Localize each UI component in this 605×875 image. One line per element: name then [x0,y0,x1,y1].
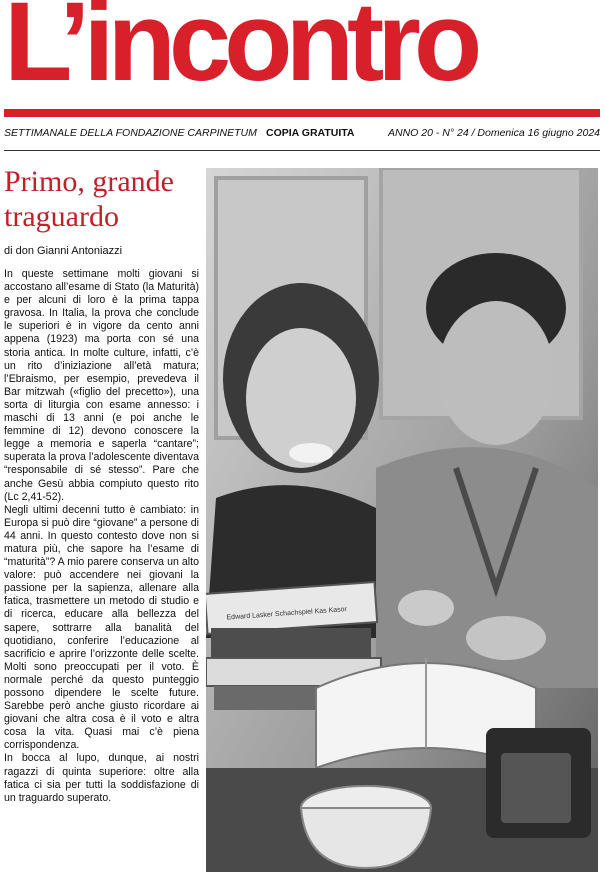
article-title: Primo, grande traguardo [4,165,174,233]
article-body [4,268,199,805]
article-photo [206,168,598,872]
issue-info: ANNO 20 - N° 24 / Domenica 16 giugno 2024 [388,127,600,139]
article-paragraph: In queste settimane molti giovani si accostano all’esame di Stato (la Maturità) e per alcuni di loro è la prima tappa gravosa. In Italia, la prova che conclude le superiori è in vigore da cento anni appena (1923) ma porta con sé una storia antica. In molte culture, infatti, c’è un rito d’iniziazione all’età matura; l’Ebraismo, per esempio, prevedeva il Bar mitzwah («figlio del precetto»), una sorta di liturgia con esame annesso: i maschi di 13 anni (e poi anche le femmine di 12) devono conoscere la legge a memoria e saperla “cantare”; superata la prova l’adolescente diventava “responsabile di sé stesso”. Pare che anche Gesù abbia compiuto questo rito (Lc 2,41-52). [4,268,199,503]
newspaper-logo: L’incontro [4,0,476,104]
article-byline: di don Gianni Antoniazzi [4,245,123,257]
masthead-subtitle: SETTIMANALE DELLA FONDAZIONE CARPINETUM [4,127,257,139]
masthead-info-line [4,127,600,143]
book-spine-text: Edward Lasker Schachspiel Kas Kasor [226,606,348,622]
article-paragraph: Negli ultimi decenni tutto è cambiato: in Europa si può dire “giovane” a persone di 44 anni. In questo contesto dove non si matura più, che sapore ha l’esame di “maturità”? A mio parere conserva un alto valore: può accendere nei giovani la passione per la sapienza, allenare alla fatica, trasmettere un metodo di studio e di ricerca, educare alla bellezza del sapere, sottrarre alla banalità del quotidiano, conferire l’educazione al sacrificio e aprire l’orizzonte delle scelte. Molti sono preoccupati per il voto. È normale perché da questo punteggio possono dipendere le scelte future. Sarebbe però anche giusto ricordare ai giovani che altra cosa è il voto e altra cosa la vita. Quasi mai c’è piena corrispondenza. [4,503,199,752]
masthead [0,0,605,125]
article-paragraph: In bocca al lupo, dunque, ai nostri ragazzi di quinta superiore: oltre alla fatica ci sia per tutti la soddisfazione di un traguardo superato. [4,752,199,804]
divider [4,150,600,151]
free-copy-badge: COPIA GRATUITA [266,127,355,139]
students-studying-photo [206,168,598,872]
masthead-red-bar [4,109,600,117]
